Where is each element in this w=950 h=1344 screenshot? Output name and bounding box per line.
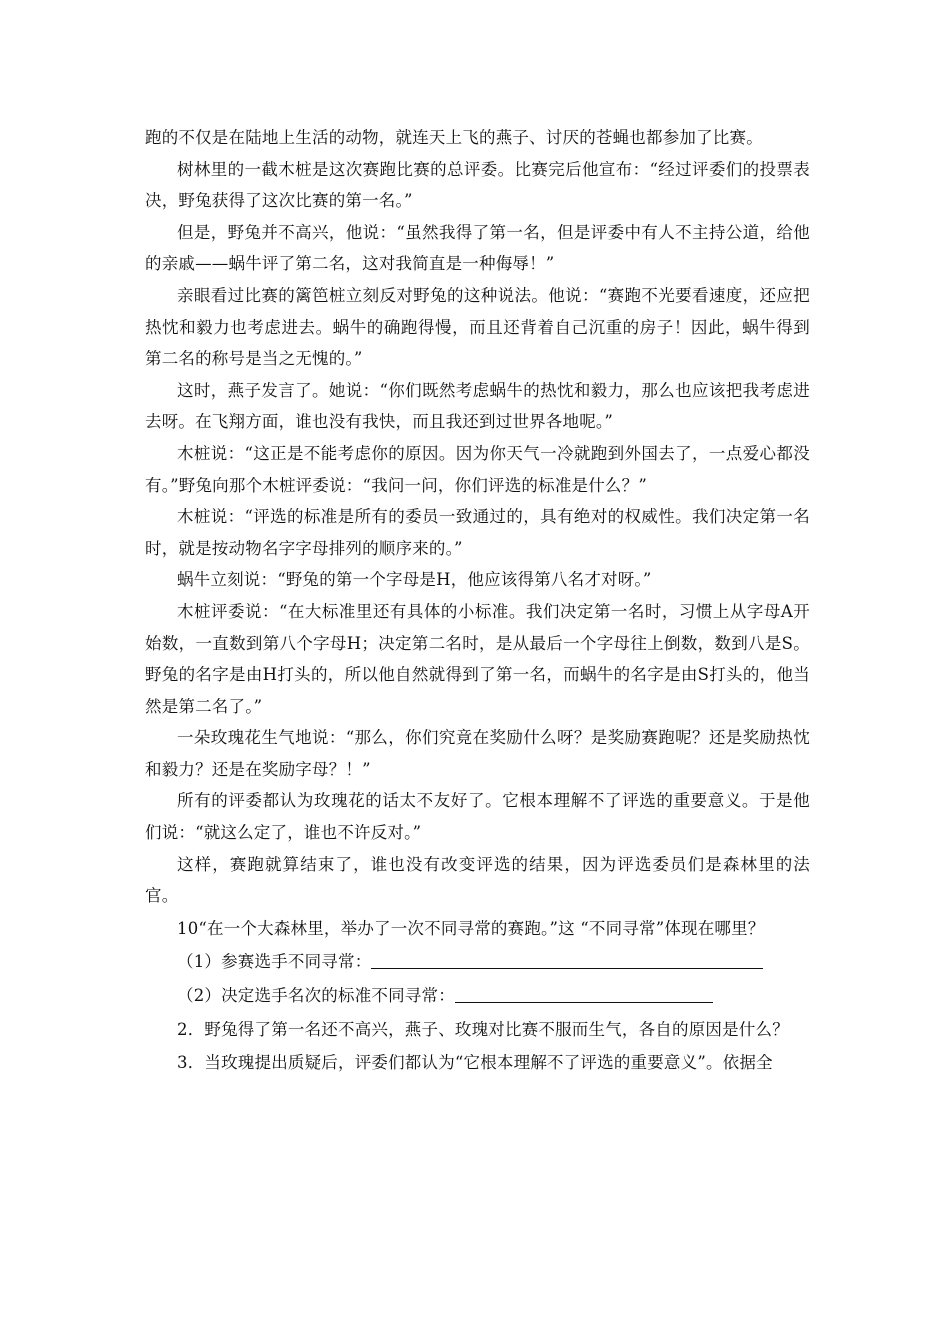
question-2: 2．野兔得了第一名还不高兴，燕子、玫瑰对比赛不服而生气，各自的原因是什么？ [177, 1019, 789, 1039]
question-3: 3．当玫瑰提出质疑后，评委们都认为“它根本理解不了评选的重要意义”。依据全 [177, 1053, 773, 1073]
paragraph: 木桩评委说：“在大标准里还有具体的小标准。我们决定第一名时，习惯上从字母A开始数，一直数到第八个字母H；决定第二名时，是从最后一个字母往上倒数，数到八是S。野兔的名字是由H打头的，所以他自然就得到了第一名，而蜗牛的名字是由S打头的，他当然是第二名了。” [145, 601, 810, 716]
paragraph: 这时，燕子发言了。她说：“你们既然考虑蜗牛的热忱和毅力，那么也应该把我考虑进去呀。在飞翔方面，谁也没有我快，而且我还到过世界各地呢。” [145, 380, 810, 432]
paragraph: 蜗牛立刻说：“野兔的第一个字母是H，他应该得第八名才对呀。” [177, 570, 652, 590]
paragraph: 一朵玫瑰花生气地说：“那么，你们究竟在奖励什么呀？是奖励赛跑呢？还是奖励热忱和毅力？还是在奖励字母？！” [145, 728, 810, 779]
paragraph: 木桩说：“评选的标准是所有的委员一致通过的，具有绝对的权威性。我们决定第一名时，就是按动物名字字母排列的顺序来的。” [145, 507, 810, 558]
question-1-part-1 [145, 945, 810, 979]
paragraph: 但是，野兔并不高兴，他说：“虽然我得了第一名，但是评委中有人不主持公道，给他的亲戚——蜗牛评了第二名，这对我简直是一种侮辱！” [145, 222, 810, 274]
paragraph: 树林里的一截木桩是这次赛跑比赛的总评委。比赛完后他宣布：“经过评委们的投票表决，野兔获得了这次比赛的第一名。” [145, 159, 810, 211]
question-1-part-2 [145, 979, 810, 1013]
question-1-part-2-label: （2）决定选手名次的标准不同寻常： [177, 986, 455, 1006]
paragraph: 所有的评委都认为玫瑰花的话太不友好了。它根本理解不了评选的重要意义。于是他们说：“就这么定了，谁也不许反对。” [145, 791, 810, 843]
questions-section [145, 912, 810, 1080]
story-text [145, 122, 810, 1080]
answer-blank-2[interactable] [455, 984, 713, 1003]
question-1-part-1-label: （1）参赛选手不同寻常： [177, 952, 372, 972]
paragraph: 亲眼看过比赛的篱笆桩立刻反对野兔的这种说法。他说：“赛跑不光要看速度，还应把热忱和毅力也考虑进去。蜗牛的确跑得慢，而且还背着自己沉重的房子！因此，蜗牛得到第二名的称号是当之无愧的。” [145, 285, 810, 369]
question-1: 10“在一个大森林里，举办了一次不同寻常的赛跑。”这 “不同寻常”体现在哪里？ [177, 918, 765, 938]
paragraph: 木桩说：“这正是不能考虑你的原因。因为你天气一冷就跑到外国去了，一点爱心都没有。”野兔向那个木桩评委说：“我问一问，你们评选的标准是什么？” [145, 443, 810, 495]
paragraph: 这样，赛跑就算结束了，谁也没有改变评选的结果，因为评选委员们是森林里的法官。 [145, 854, 810, 906]
answer-blank-1[interactable] [371, 950, 763, 969]
paragraph: 跑的不仅是在陆地上生活的动物，就连天上飞的燕子、讨厌的苍蝇也都参加了比赛。 [145, 128, 763, 147]
